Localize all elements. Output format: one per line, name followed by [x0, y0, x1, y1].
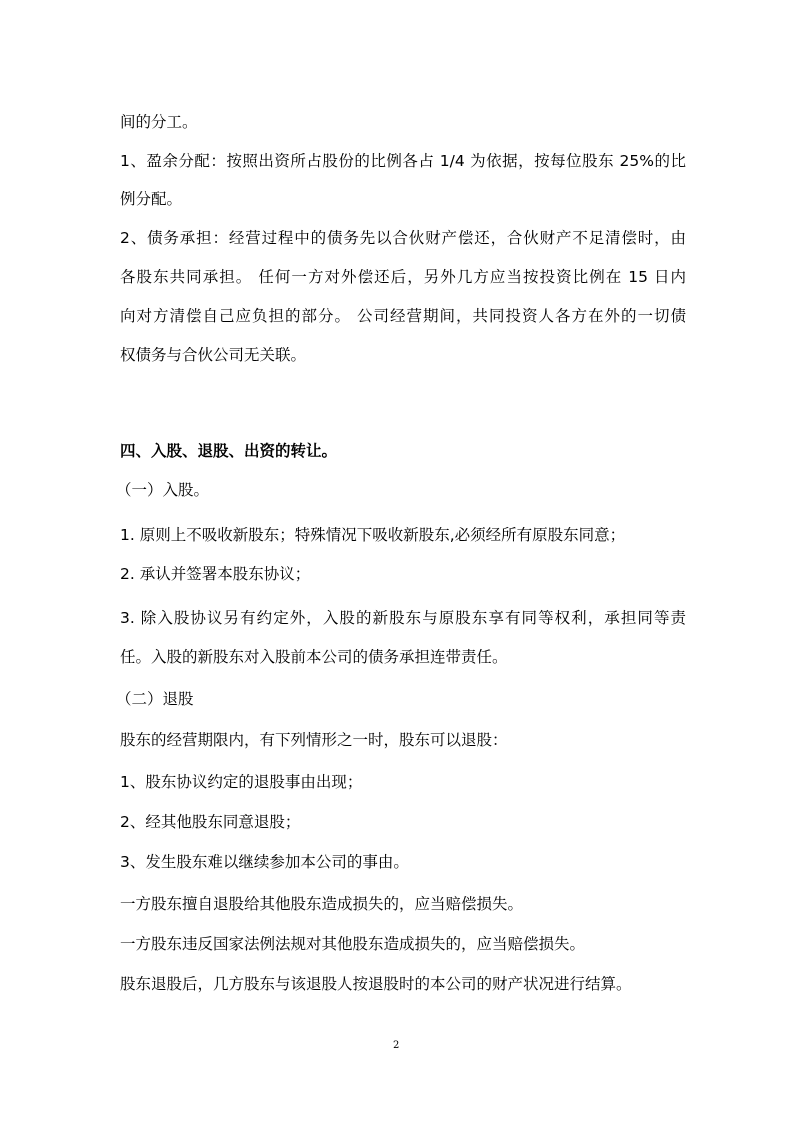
text-line: 3. 除入股协议另有约定外，入股的新股东与原股东享有同等权利，承担同等责 [120, 609, 686, 627]
text-line: 各股东共同承担。 任何一方对外偿还后，另外几方应当按投资比例在 15 日内 [120, 268, 686, 286]
text-line: 2、债务承担：经营过程中的债务先以合伙财产偿还，合伙财产不足清偿时，由 [120, 229, 686, 247]
page-number: 2 [393, 1040, 400, 1051]
text-line: 任。入股的新股东对入股前本公司的债务承担连带责任。 [120, 648, 508, 666]
text-line: 股东退股后，几方股东与该退股人按退股时的本公司的财产状况进行结算。 [120, 975, 632, 993]
text-line: 间的分工。 [120, 113, 198, 131]
text-line: 1、盈余分配：按照出资所占股份的比例各占 1/4 为依据，按每位股东 25%的比 [120, 152, 686, 170]
subsection-heading: （二）退股 [116, 690, 194, 708]
text-line: 权债务与合伙公司无关联。 [120, 346, 307, 364]
text-line: 一方股东擅自退股给其他股东造成损失的，应当赔偿损失。 [120, 895, 524, 913]
text-line: 2、经其他股东同意退股； [120, 813, 301, 831]
text-line: 股东的经营期限内，有下列情形之一时，股东可以退股： [120, 731, 508, 749]
section-heading: 四、入股、退股、出资的转让。 [120, 442, 338, 460]
text-line: 例分配。 [120, 190, 183, 208]
subsection-heading: （一）入股。 [116, 481, 210, 499]
text-line: 3、发生股东难以继续参加本公司的事由。 [120, 853, 409, 871]
text-line: 2. 承认并签署本股东协议； [120, 565, 311, 583]
text-line: 一方股东违反国家法例法规对其他股东造成损失的，应当赔偿损失。 [120, 935, 586, 953]
text-line: 1. 原则上不吸收新股东；特殊情况下吸收新股东,必须经所有原股东同意； [120, 526, 626, 544]
text-line: 1、股东协议约定的退股事由出现； [120, 773, 363, 791]
text-line: 向对方清偿自己应负担的部分。 公司经营期间，共同投资人各方在外的一切债 [120, 307, 686, 325]
